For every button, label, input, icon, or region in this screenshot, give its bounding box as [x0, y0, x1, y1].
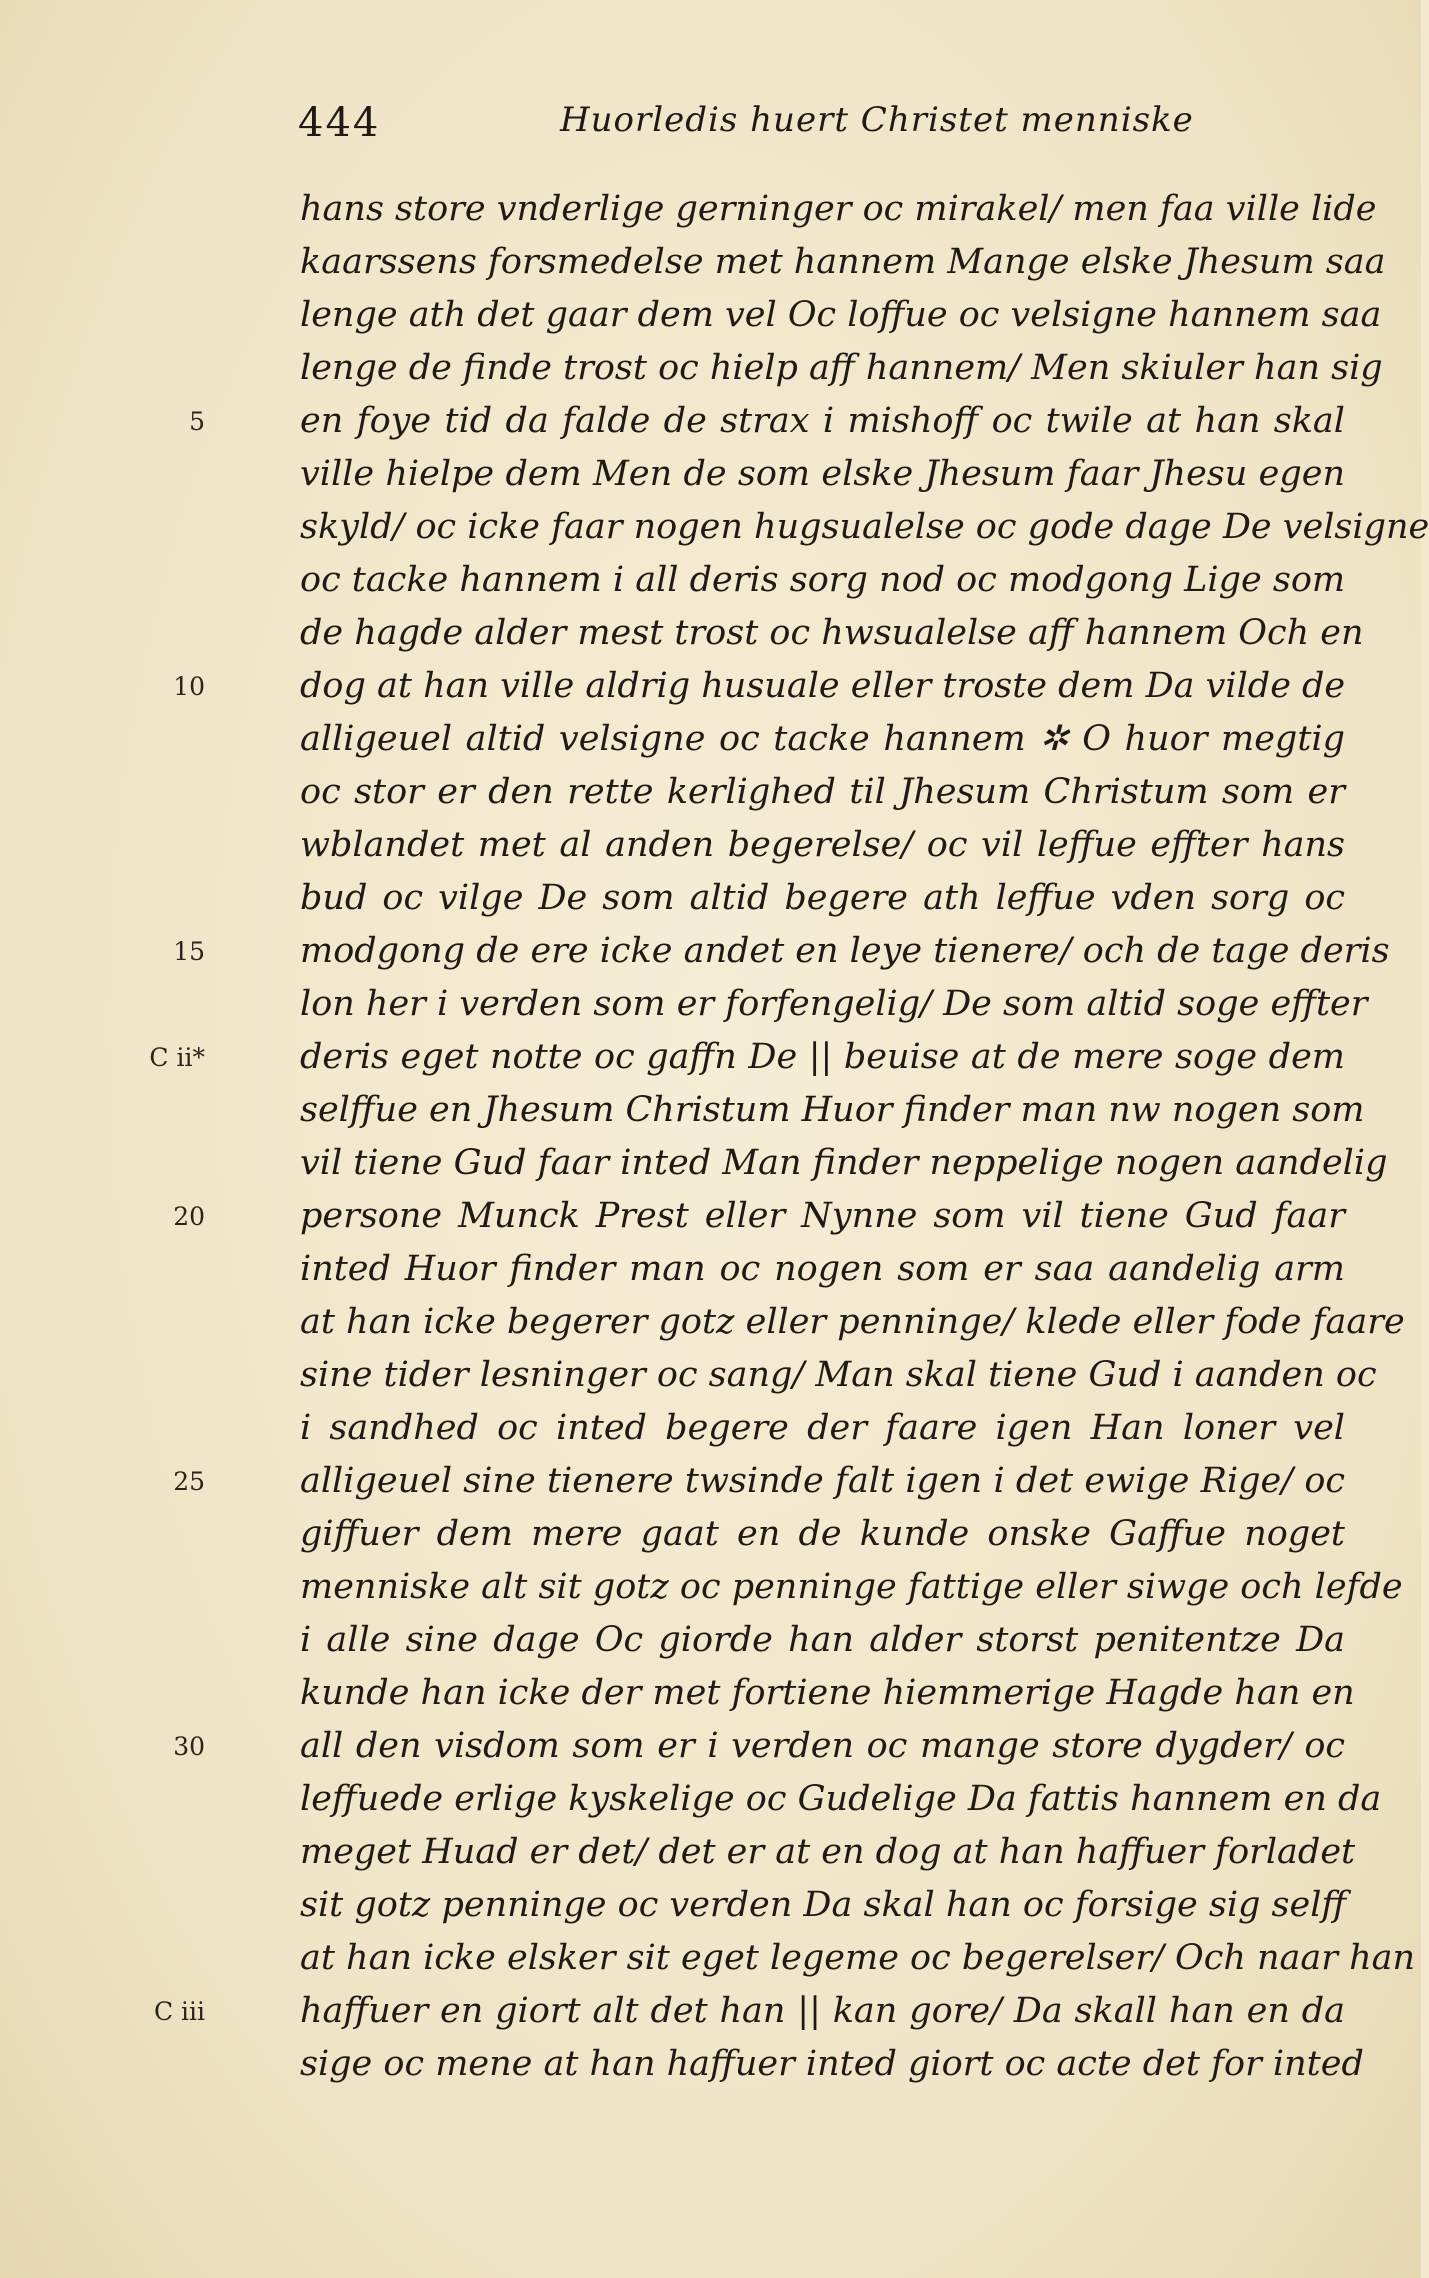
text-line	[300, 1137, 1388, 1190]
text-line	[300, 236, 1386, 289]
text-line	[300, 713, 1345, 766]
line-text: modgong de ere icke andet en leye tienere/ och de tage deris	[300, 931, 1390, 971]
line-text: persone Munck Prest eller Nynne som vil tiene Gud faar	[300, 1196, 1345, 1236]
line-text: wblandet met al anden begerelse/ oc vil leffue effter hans	[300, 825, 1345, 865]
text-line	[300, 1773, 1382, 1826]
text-line	[300, 342, 1383, 395]
text-line	[173, 1190, 1345, 1243]
line-text: deris eget notte oc gaffn De || beuise at de mere soge dem	[300, 1037, 1345, 1077]
margin-note: 10	[173, 672, 205, 701]
text-line	[300, 183, 1377, 236]
text-line	[300, 501, 1429, 554]
margin-note: 30	[173, 1732, 205, 1761]
line-text: hans store vnderlige gerninger oc mirakel/ men faa ville lide	[300, 189, 1377, 229]
line-text: haffuer en giort alt det han || kan gore/ Da skall han en da	[300, 1991, 1345, 2031]
line-text: lenge de finde trost oc hielp aff hannem/ Men skiuler han sig	[300, 348, 1383, 388]
margin-note: C ii*	[149, 1043, 205, 1072]
text-line	[300, 1667, 1355, 1720]
text-line	[300, 1508, 1345, 1561]
text-line	[300, 1932, 1416, 1985]
line-text: en foye tid da falde de strax i mishoff oc twile at han skal	[300, 401, 1345, 441]
line-text: meget Huad er det/ det er at en dog at han haffuer forladet	[300, 1832, 1356, 1872]
line-text: ville hielpe dem Men de som elske Jhesum faar Jhesu egen	[300, 454, 1345, 494]
margin-note: 15	[173, 937, 205, 966]
line-text: dog at han ville aldrig husuale eller troste dem Da vilde de	[300, 666, 1346, 706]
line-text: sit gotz penninge oc verden Da skal han oc forsige sig selff	[300, 1885, 1347, 1925]
text-line	[300, 1296, 1405, 1349]
margin-note: 20	[173, 1202, 205, 1231]
text-line	[153, 1985, 1345, 2038]
text-line	[300, 819, 1345, 872]
line-text: selffue en Jhesum Christum Huor finder man nw nogen som	[300, 1090, 1365, 1130]
text-line	[173, 925, 1390, 978]
text-line	[300, 607, 1364, 660]
text-line	[300, 1561, 1403, 1614]
line-text: at han icke begerer gotz eller penninge/ klede eller fode faare	[300, 1302, 1405, 1342]
text-line	[300, 978, 1368, 1031]
line-text: leffuede erlige kyskelige oc Gudelige Da fattis hannem en da	[300, 1779, 1382, 1819]
text-line	[300, 766, 1345, 819]
line-text: i alle sine dage Oc giorde han alder storst penitentze Da	[300, 1620, 1345, 1660]
text-line	[300, 1826, 1356, 1879]
text-line	[300, 1243, 1345, 1296]
text-line	[300, 554, 1345, 607]
text-line	[300, 1614, 1345, 1667]
text-line	[300, 448, 1345, 501]
text-line	[300, 2038, 1364, 2091]
body-text	[149, 183, 1429, 2091]
line-text: oc tacke hannem i all deris sorg nod oc modgong Lige som	[300, 560, 1346, 600]
line-text: all den visdom som er i verden oc mange store dygder/ oc	[300, 1726, 1345, 1766]
line-text: oc stor er den rette kerlighed til Jhesum Christum som er	[300, 772, 1345, 812]
line-text: alligeuel altid velsigne oc tacke hannem ✲ O huor megtig	[300, 719, 1345, 759]
text-line	[173, 1455, 1345, 1508]
text-line	[149, 1031, 1345, 1084]
text-line	[300, 1084, 1365, 1137]
line-text: kaarssens forsmedelse met hannem Mange elske Jhesum saa	[300, 242, 1386, 282]
line-text: i sandhed oc inted begere der faare igen Han loner vel	[300, 1408, 1345, 1448]
text-line	[173, 1720, 1345, 1773]
line-text: at han icke elsker sit eget legeme oc begerelser/ Och naar han	[300, 1938, 1416, 1978]
line-text: vil tiene Gud faar inted Man finder neppelige nogen aandelig	[300, 1143, 1388, 1183]
text-line	[300, 1402, 1345, 1455]
line-text: de hagde alder mest trost oc hwsualelse aff hannem Och en	[300, 613, 1364, 653]
line-text: menniske alt sit gotz oc penninge fattige eller siwge och lefde	[300, 1567, 1403, 1607]
line-text: sine tider lesninger oc sang/ Man skal tiene Gud i aanden oc	[300, 1355, 1377, 1395]
line-text: kunde han icke der met fortiene hiemmerige Hagde han en	[300, 1673, 1355, 1713]
running-head: Huorledis huert Christet menniske	[560, 100, 1194, 140]
text-line	[300, 872, 1345, 925]
line-text: giffuer dem mere gaat en de kunde onske Gaffue noget	[300, 1514, 1345, 1554]
line-text: alligeuel sine tienere twsinde falt igen i det ewige Rige/ oc	[300, 1461, 1345, 1501]
line-text: lenge ath det gaar dem vel Oc loffue oc velsigne hannem saa	[300, 295, 1382, 335]
text-line	[300, 289, 1382, 342]
line-text: skyld/ oc icke faar nogen hugsualelse oc gode dage De velsigne	[300, 507, 1429, 547]
line-text: bud oc vilge De som altid begere ath leffue vden sorg oc	[300, 878, 1345, 918]
text-line	[189, 395, 1345, 448]
text-line	[300, 1879, 1345, 1932]
margin-note: 5	[189, 407, 205, 436]
text-line	[300, 1349, 1377, 1402]
text-line	[173, 660, 1346, 713]
margin-note: C iii	[153, 1997, 205, 2026]
page-number: 444	[298, 100, 381, 146]
margin-note: 25	[173, 1467, 205, 1496]
line-text: inted Huor finder man oc nogen som er saa aandelig arm	[300, 1249, 1345, 1289]
line-text: lon her i verden som er forfengelig/ De som altid soge effter	[300, 984, 1368, 1024]
line-text: sige oc mene at han haffuer inted giort oc acte det for inted	[300, 2044, 1364, 2084]
